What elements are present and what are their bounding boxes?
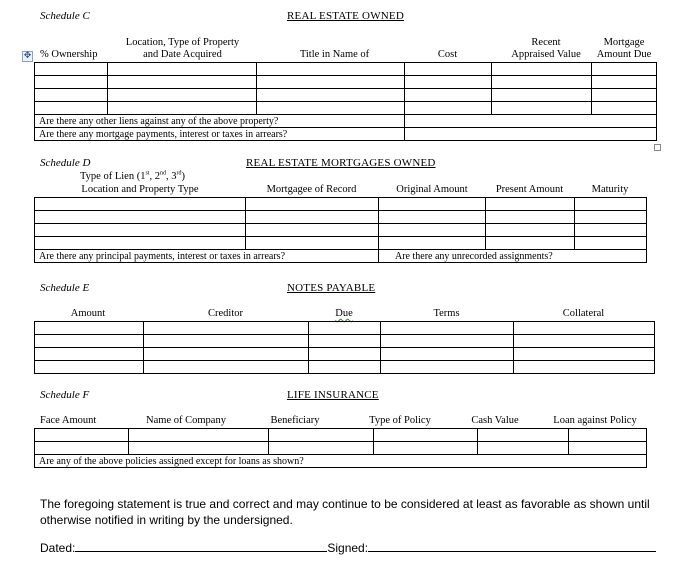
col-beneficiary: Beneficiary bbox=[270, 415, 320, 426]
table-cell[interactable] bbox=[246, 211, 379, 224]
table-cell[interactable] bbox=[514, 335, 655, 348]
schedule-c-table bbox=[34, 62, 657, 141]
dated-field[interactable] bbox=[75, 540, 327, 552]
table-cell[interactable] bbox=[575, 224, 647, 237]
lien-text-post: ) bbox=[181, 171, 185, 182]
lien-text-pre: Type of Lien (1 bbox=[80, 171, 146, 182]
col-face-amount: Face Amount bbox=[40, 415, 97, 426]
table-cell[interactable] bbox=[246, 198, 379, 211]
table-cell[interactable] bbox=[35, 361, 144, 374]
table-cell[interactable] bbox=[379, 224, 486, 237]
table-cell[interactable] bbox=[575, 211, 647, 224]
table-cell[interactable] bbox=[492, 76, 592, 89]
col-appraised bbox=[496, 37, 596, 61]
table-cell[interactable] bbox=[592, 89, 657, 102]
schedule-f-table bbox=[34, 428, 647, 468]
question-row bbox=[35, 455, 647, 468]
table-cell[interactable] bbox=[108, 76, 257, 89]
table-cell[interactable] bbox=[108, 102, 257, 115]
table-cell[interactable] bbox=[129, 429, 269, 442]
table-cell[interactable] bbox=[35, 63, 108, 76]
table-cell[interactable] bbox=[35, 335, 144, 348]
table-cell[interactable] bbox=[492, 63, 592, 76]
table-cell[interactable] bbox=[575, 198, 647, 211]
table-cell[interactable] bbox=[35, 237, 246, 250]
table-cell[interactable] bbox=[246, 237, 379, 250]
table-cell[interactable] bbox=[478, 429, 569, 442]
col-cost: Cost bbox=[437, 49, 458, 60]
schedule-e-table bbox=[34, 321, 655, 374]
table-row bbox=[35, 429, 647, 442]
col-collateral: Collateral bbox=[562, 308, 605, 319]
schedule-d-title: REAL ESTATE MORTGAGES OWNED bbox=[246, 157, 436, 169]
col-due bbox=[308, 308, 380, 320]
table-cell[interactable] bbox=[492, 102, 592, 115]
table-row bbox=[35, 102, 657, 115]
table-cell[interactable] bbox=[35, 89, 108, 102]
table-cell[interactable] bbox=[108, 63, 257, 76]
schedule-f-title: LIFE INSURANCE bbox=[287, 389, 379, 401]
col-mortgage-line1: Mortgage bbox=[603, 37, 645, 48]
table-cell[interactable] bbox=[379, 198, 486, 211]
lien-sup-1: st bbox=[145, 170, 150, 177]
answer-liens[interactable] bbox=[405, 115, 657, 128]
col-title-name: Title in Name of bbox=[299, 49, 370, 60]
col-mortgage bbox=[592, 37, 656, 61]
table-cell[interactable] bbox=[144, 361, 309, 374]
certification-statement: The foregoing statement is true and correct and may continue to be considered at least as favorable as shown until otherwise notified in writing by the undersigned. bbox=[40, 497, 650, 527]
table-cell[interactable] bbox=[309, 348, 381, 361]
lien-text-sep2: , 3 bbox=[165, 171, 177, 182]
signature-line bbox=[40, 540, 656, 555]
table-cell[interactable] bbox=[35, 322, 144, 335]
table-cell[interactable] bbox=[478, 442, 569, 455]
answer-arrears[interactable] bbox=[405, 128, 657, 141]
table-cell[interactable] bbox=[35, 224, 246, 237]
table-cell[interactable] bbox=[514, 361, 655, 374]
table-row bbox=[35, 335, 655, 348]
question-liens: Are there any other liens against any of the above property? bbox=[35, 115, 405, 128]
col-present-amount: Present Amount bbox=[495, 184, 564, 195]
lien-sup-2: nd bbox=[159, 170, 166, 177]
table-cell[interactable] bbox=[309, 322, 381, 335]
signed-field[interactable] bbox=[368, 540, 656, 552]
table-cell[interactable] bbox=[257, 102, 405, 115]
table-cell[interactable] bbox=[35, 198, 246, 211]
table-cell[interactable] bbox=[405, 63, 492, 76]
col-ownership: % Ownership bbox=[40, 49, 98, 60]
schedule-e-title: NOTES PAYABLE bbox=[287, 282, 376, 294]
col-location-line1: Location, Type of Property bbox=[125, 37, 240, 48]
table-cell[interactable] bbox=[486, 211, 575, 224]
table-row bbox=[35, 211, 647, 224]
table-cell[interactable] bbox=[269, 442, 374, 455]
table-resize-icon[interactable] bbox=[654, 144, 661, 151]
schedule-d-table bbox=[34, 197, 647, 263]
question-row bbox=[35, 250, 647, 263]
table-cell[interactable] bbox=[405, 76, 492, 89]
col-original-amount: Original Amount bbox=[396, 184, 468, 195]
question-unrecorded: Are there any unrecorded assignments? bbox=[379, 250, 647, 263]
table-row bbox=[35, 63, 657, 76]
table-row bbox=[35, 89, 657, 102]
col-location-line2: and Date Acquired bbox=[143, 49, 222, 60]
table-row bbox=[35, 348, 655, 361]
table-cell[interactable] bbox=[35, 442, 129, 455]
col-appraised-line1: Recent bbox=[531, 37, 561, 48]
table-cell[interactable] bbox=[569, 442, 647, 455]
col-policy-type: Type of Policy bbox=[369, 415, 431, 426]
col-company: Name of Company bbox=[146, 415, 226, 426]
table-cell[interactable] bbox=[257, 89, 405, 102]
table-move-icon[interactable]: ✥ bbox=[23, 51, 32, 61]
table-cell[interactable] bbox=[309, 335, 381, 348]
table-cell[interactable] bbox=[486, 198, 575, 211]
table-cell[interactable] bbox=[486, 237, 575, 250]
schedule-e-label: Schedule E bbox=[40, 282, 90, 294]
table-cell[interactable] bbox=[309, 361, 381, 374]
lien-text-sep1: , 2 bbox=[149, 171, 160, 182]
signed-label: Signed: bbox=[327, 541, 369, 555]
table-cell[interactable] bbox=[269, 429, 374, 442]
col-due-text: Due bbox=[335, 308, 353, 319]
col-cash-value: Cash Value bbox=[471, 415, 519, 426]
table-cell[interactable] bbox=[514, 322, 655, 335]
schedule-d-label: Schedule D bbox=[40, 157, 91, 169]
table-cell[interactable] bbox=[144, 335, 309, 348]
table-cell[interactable] bbox=[144, 348, 309, 361]
col-terms: Terms bbox=[433, 308, 460, 319]
table-cell[interactable] bbox=[405, 102, 492, 115]
table-cell[interactable] bbox=[35, 211, 246, 224]
col-location-type: Location and Property Type bbox=[81, 184, 199, 195]
question-policies-assigned: Are any of the above policies assigned except for loans as shown? bbox=[35, 455, 647, 468]
table-cell[interactable] bbox=[569, 429, 647, 442]
schedule-f-label: Schedule F bbox=[40, 389, 90, 401]
table-cell[interactable] bbox=[381, 348, 514, 361]
table-cell[interactable] bbox=[592, 76, 657, 89]
table-row bbox=[35, 76, 657, 89]
table-cell[interactable] bbox=[108, 89, 257, 102]
lien-sup-3: rd bbox=[176, 170, 182, 177]
col-location bbox=[110, 37, 255, 61]
col-appraised-line2: Appraised Value bbox=[511, 49, 581, 60]
table-cell[interactable] bbox=[379, 211, 486, 224]
table-cell[interactable] bbox=[35, 348, 144, 361]
table-cell[interactable] bbox=[246, 224, 379, 237]
col-loan: Loan against Policy bbox=[553, 415, 637, 426]
schedule-c-title: REAL ESTATE OWNED bbox=[287, 10, 404, 22]
schedule-c-label: Schedule C bbox=[40, 10, 90, 22]
table-row bbox=[35, 224, 647, 237]
table-cell[interactable] bbox=[405, 89, 492, 102]
table-cell[interactable] bbox=[374, 442, 478, 455]
table-cell[interactable] bbox=[492, 89, 592, 102]
question-row bbox=[35, 115, 657, 128]
table-cell[interactable] bbox=[129, 442, 269, 455]
table-cell[interactable] bbox=[381, 335, 514, 348]
table-row bbox=[35, 198, 647, 211]
col-mortgagee: Mortgagee of Record bbox=[266, 184, 357, 195]
question-arrears: Are there any mortgage payments, interest or taxes in arrears? bbox=[35, 128, 405, 141]
table-cell[interactable] bbox=[35, 102, 108, 115]
table-row bbox=[35, 361, 655, 374]
table-cell[interactable] bbox=[592, 102, 657, 115]
table-row bbox=[35, 442, 647, 455]
col-maturity: Maturity bbox=[591, 184, 629, 195]
question-principal-arrears: Are there any principal payments, interest or taxes in arrears? bbox=[35, 250, 379, 263]
table-cell[interactable] bbox=[35, 76, 108, 89]
table-cell[interactable] bbox=[381, 322, 514, 335]
table-cell[interactable] bbox=[379, 237, 486, 250]
table-cell[interactable] bbox=[381, 361, 514, 374]
table-cell[interactable] bbox=[35, 429, 129, 442]
col-creditor: Creditor bbox=[208, 308, 243, 319]
col-mortgage-line2: Amount Due bbox=[596, 49, 652, 60]
table-cell[interactable] bbox=[486, 224, 575, 237]
table-cell[interactable] bbox=[592, 63, 657, 76]
type-of-lien-label bbox=[80, 171, 185, 183]
table-cell[interactable] bbox=[575, 237, 647, 250]
table-cell[interactable] bbox=[514, 348, 655, 361]
table-cell[interactable] bbox=[144, 322, 309, 335]
table-row bbox=[35, 322, 655, 335]
table-cell[interactable] bbox=[257, 63, 405, 76]
col-amount: Amount bbox=[70, 308, 106, 319]
table-cell[interactable] bbox=[257, 76, 405, 89]
dated-label: Dated: bbox=[40, 541, 76, 555]
table-row bbox=[35, 237, 647, 250]
table-cell[interactable] bbox=[374, 429, 478, 442]
question-row bbox=[35, 128, 657, 141]
